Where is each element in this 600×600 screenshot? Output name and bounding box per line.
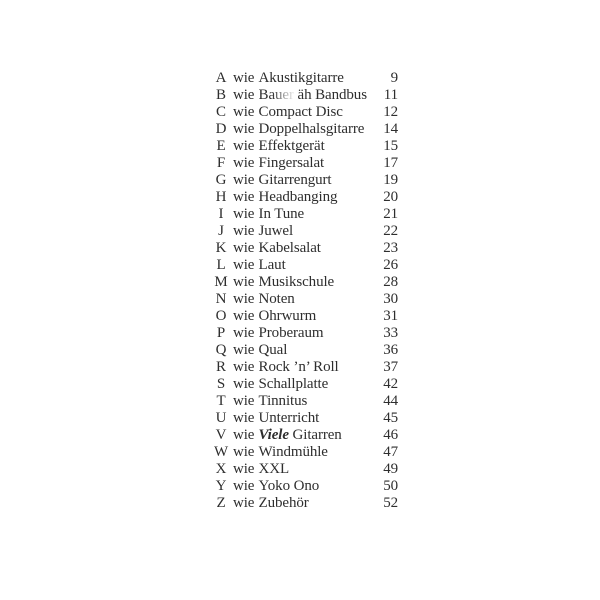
- entry-connector: wie: [233, 121, 255, 137]
- term-segment: Proberaum: [258, 325, 324, 341]
- entry-text: [231, 223, 374, 240]
- term-segment: In Tune: [258, 206, 305, 222]
- entry-page-number: 42: [383, 376, 398, 392]
- entry-connector: wie: [233, 104, 255, 120]
- entry-page-number: 12: [383, 104, 398, 120]
- entry-text: [231, 206, 374, 223]
- entry-page-number: 36: [383, 342, 398, 358]
- term-segment: Headbanging: [258, 189, 338, 205]
- entry-letter: D: [215, 121, 227, 137]
- entry-page-number: 23: [383, 240, 398, 256]
- entry-term: [259, 427, 342, 443]
- entry-connector: wie: [233, 155, 255, 171]
- entry-letter: B: [216, 87, 226, 103]
- toc-entry: [211, 87, 398, 104]
- entry-connector: wie: [233, 427, 255, 443]
- entry-page-number: 49: [383, 461, 398, 477]
- entry-term: [259, 104, 343, 120]
- entry-text: [231, 359, 374, 376]
- term-segment: Compact Disc: [258, 104, 343, 120]
- entry-connector: wie: [233, 70, 255, 86]
- entry-page-number: 14: [383, 121, 398, 137]
- entry-term: [259, 223, 294, 239]
- toc-entry: [211, 359, 398, 376]
- entry-page-number: 15: [383, 138, 398, 154]
- entry-term: [259, 138, 325, 154]
- entry-term: [259, 478, 320, 494]
- entry-text: [231, 325, 374, 342]
- entry-letter: J: [218, 223, 224, 239]
- term-segment: Qual: [258, 342, 288, 358]
- entry-text: [231, 87, 374, 104]
- entry-letter: G: [215, 172, 227, 188]
- entry-letter: U: [215, 410, 227, 426]
- entry-page-number: 20: [383, 189, 398, 205]
- entry-term: [259, 121, 365, 137]
- term-segment: Bauer: [258, 87, 294, 103]
- term-segment: Musikschule: [258, 274, 335, 290]
- term-segment: XXL: [258, 461, 290, 477]
- toc-entry: [211, 257, 398, 274]
- entry-text: [231, 444, 374, 461]
- entry-term: [259, 393, 308, 409]
- entry-text: [231, 393, 374, 410]
- entry-letter: Y: [215, 478, 227, 494]
- term-segment: Kabelsalat: [258, 240, 321, 256]
- entry-letter: C: [216, 104, 226, 120]
- entry-letter: E: [216, 138, 226, 154]
- entry-connector: wie: [233, 189, 255, 205]
- entry-term: [259, 410, 320, 426]
- term-segment: Juwel: [258, 223, 294, 239]
- toc-entry: [211, 155, 398, 172]
- entry-letter: Q: [215, 342, 227, 358]
- term-segment: Akustikgitarre: [258, 70, 344, 86]
- toc-entry: [211, 138, 398, 155]
- entry-text: [231, 240, 374, 257]
- toc-entry: [211, 495, 398, 512]
- entry-term: [259, 308, 317, 324]
- entry-connector: wie: [233, 495, 255, 511]
- term-segment: Laut: [258, 257, 286, 273]
- entry-page-number: 33: [383, 325, 398, 341]
- entry-term: [259, 172, 332, 188]
- entry-page-number: 28: [383, 274, 398, 290]
- entry-text: [231, 70, 374, 87]
- entry-text: [231, 172, 374, 189]
- entry-text: [231, 461, 374, 478]
- entry-term: [259, 189, 338, 205]
- entry-letter: H: [215, 189, 227, 205]
- toc-list: [211, 70, 398, 512]
- entry-text: [231, 495, 374, 512]
- entry-letter: K: [215, 240, 227, 256]
- term-segment: Rock ’n’ Roll: [258, 359, 339, 375]
- entry-connector: wie: [233, 461, 255, 477]
- entry-connector: wie: [233, 342, 255, 358]
- entry-letter: O: [215, 308, 227, 324]
- term-segment: Noten: [258, 291, 295, 307]
- entry-connector: wie: [233, 376, 255, 392]
- entry-page-number: 9: [390, 70, 398, 86]
- entry-connector: wie: [233, 223, 255, 239]
- entry-text: [231, 427, 374, 444]
- entry-term: [259, 70, 344, 86]
- toc-entry: [211, 444, 398, 461]
- entry-text: [231, 138, 374, 155]
- entry-page-number: 19: [383, 172, 398, 188]
- entry-letter: X: [215, 461, 227, 477]
- term-segment: Unterricht: [258, 410, 320, 426]
- entry-term: [259, 461, 290, 477]
- entry-text: [231, 308, 374, 325]
- entry-letter: P: [216, 325, 226, 341]
- entry-letter: I: [218, 206, 224, 222]
- entry-term: [259, 155, 325, 171]
- entry-letter: R: [216, 359, 226, 375]
- entry-connector: wie: [233, 444, 255, 460]
- entry-page-number: 31: [383, 308, 398, 324]
- term-segment: äh Bandbus: [293, 87, 367, 103]
- term-segment: Yoko Ono: [258, 478, 320, 494]
- entry-page-number: 52: [383, 495, 398, 511]
- entry-text: [231, 291, 374, 308]
- entry-term: [259, 274, 335, 290]
- entry-connector: wie: [233, 359, 255, 375]
- toc-entry: [211, 223, 398, 240]
- term-segment: Schallplatte: [258, 376, 329, 392]
- entry-page-number: 37: [383, 359, 398, 375]
- entry-text: [231, 189, 374, 206]
- entry-connector: wie: [233, 257, 255, 273]
- entry-connector: wie: [233, 410, 255, 426]
- toc-entry: [211, 427, 398, 444]
- entry-term: [259, 444, 328, 460]
- toc-entry: [211, 376, 398, 393]
- term-segment: Ohrwurm: [258, 308, 317, 324]
- entry-text: [231, 410, 374, 427]
- entry-connector: wie: [233, 87, 255, 103]
- term-segment: Zubehör: [258, 495, 309, 511]
- term-segment: Viele: [258, 427, 289, 443]
- entry-letter: A: [215, 70, 227, 86]
- entry-page-number: 50: [383, 478, 398, 494]
- term-segment: Gitarrengurt: [258, 172, 332, 188]
- entry-term: [259, 257, 286, 273]
- term-segment: Windmühle: [258, 444, 328, 460]
- entry-letter: T: [216, 393, 226, 409]
- entry-term: [259, 291, 295, 307]
- entry-letter: N: [215, 291, 227, 307]
- entry-term: [259, 495, 309, 511]
- toc-entry: [211, 172, 398, 189]
- toc-entry: [211, 206, 398, 223]
- entry-page-number: 45: [383, 410, 398, 426]
- entry-page-number: 26: [383, 257, 398, 273]
- entry-term: [259, 342, 288, 358]
- entry-connector: wie: [233, 274, 255, 290]
- entry-text: [231, 257, 374, 274]
- toc-entry: [211, 478, 398, 495]
- entry-letter: L: [216, 257, 226, 273]
- entry-letter: W: [213, 444, 229, 460]
- entry-connector: wie: [233, 308, 255, 324]
- toc-entry: [211, 393, 398, 410]
- entry-text: [231, 155, 374, 172]
- entry-page-number: 21: [383, 206, 398, 222]
- term-segment: Effektgerät: [258, 138, 325, 154]
- entry-term: [259, 359, 339, 375]
- entry-connector: wie: [233, 325, 255, 341]
- entry-letter: S: [216, 376, 226, 392]
- toc-entry: [211, 410, 398, 427]
- entry-letter: M: [214, 274, 228, 290]
- term-segment: Fingersalat: [258, 155, 325, 171]
- entry-term: [259, 376, 329, 392]
- entry-page-number: 22: [383, 223, 398, 239]
- entry-term: [259, 206, 305, 222]
- toc-entry: [211, 104, 398, 121]
- entry-text: [231, 121, 374, 138]
- entry-text: [231, 274, 374, 291]
- entry-page-number: 44: [383, 393, 398, 409]
- term-segment: Doppelhalsgitarre: [258, 121, 365, 137]
- entry-text: [231, 478, 374, 495]
- entry-letter: F: [216, 155, 226, 171]
- entry-letter: Z: [216, 495, 226, 511]
- entry-text: [231, 376, 374, 393]
- toc-entry: [211, 308, 398, 325]
- toc-entry: [211, 274, 398, 291]
- term-segment: Tinnitus: [258, 393, 308, 409]
- entry-connector: wie: [233, 240, 255, 256]
- entry-page-number: 11: [383, 87, 398, 103]
- toc-entry: [211, 325, 398, 342]
- toc-entry: [211, 342, 398, 359]
- entry-text: [231, 104, 374, 121]
- term-segment: Gitarren: [288, 427, 342, 443]
- entry-page-number: 30: [383, 291, 398, 307]
- entry-connector: wie: [233, 172, 255, 188]
- entry-term: [259, 87, 367, 103]
- entry-page-number: 47: [383, 444, 398, 460]
- entry-connector: wie: [233, 206, 255, 222]
- entry-connector: wie: [233, 138, 255, 154]
- entry-page-number: 46: [383, 427, 398, 443]
- entry-connector: wie: [233, 393, 255, 409]
- entry-term: [259, 325, 324, 341]
- entry-text: [231, 342, 374, 359]
- entry-page-number: 17: [383, 155, 398, 171]
- toc-entry: [211, 121, 398, 138]
- entry-letter: V: [215, 427, 227, 443]
- toc-entry: [211, 240, 398, 257]
- toc-entry: [211, 291, 398, 308]
- toc-entry: [211, 461, 398, 478]
- entry-connector: wie: [233, 291, 255, 307]
- toc-entry: [211, 70, 398, 87]
- entry-term: [259, 240, 321, 256]
- toc-entry: [211, 189, 398, 206]
- entry-connector: wie: [233, 478, 255, 494]
